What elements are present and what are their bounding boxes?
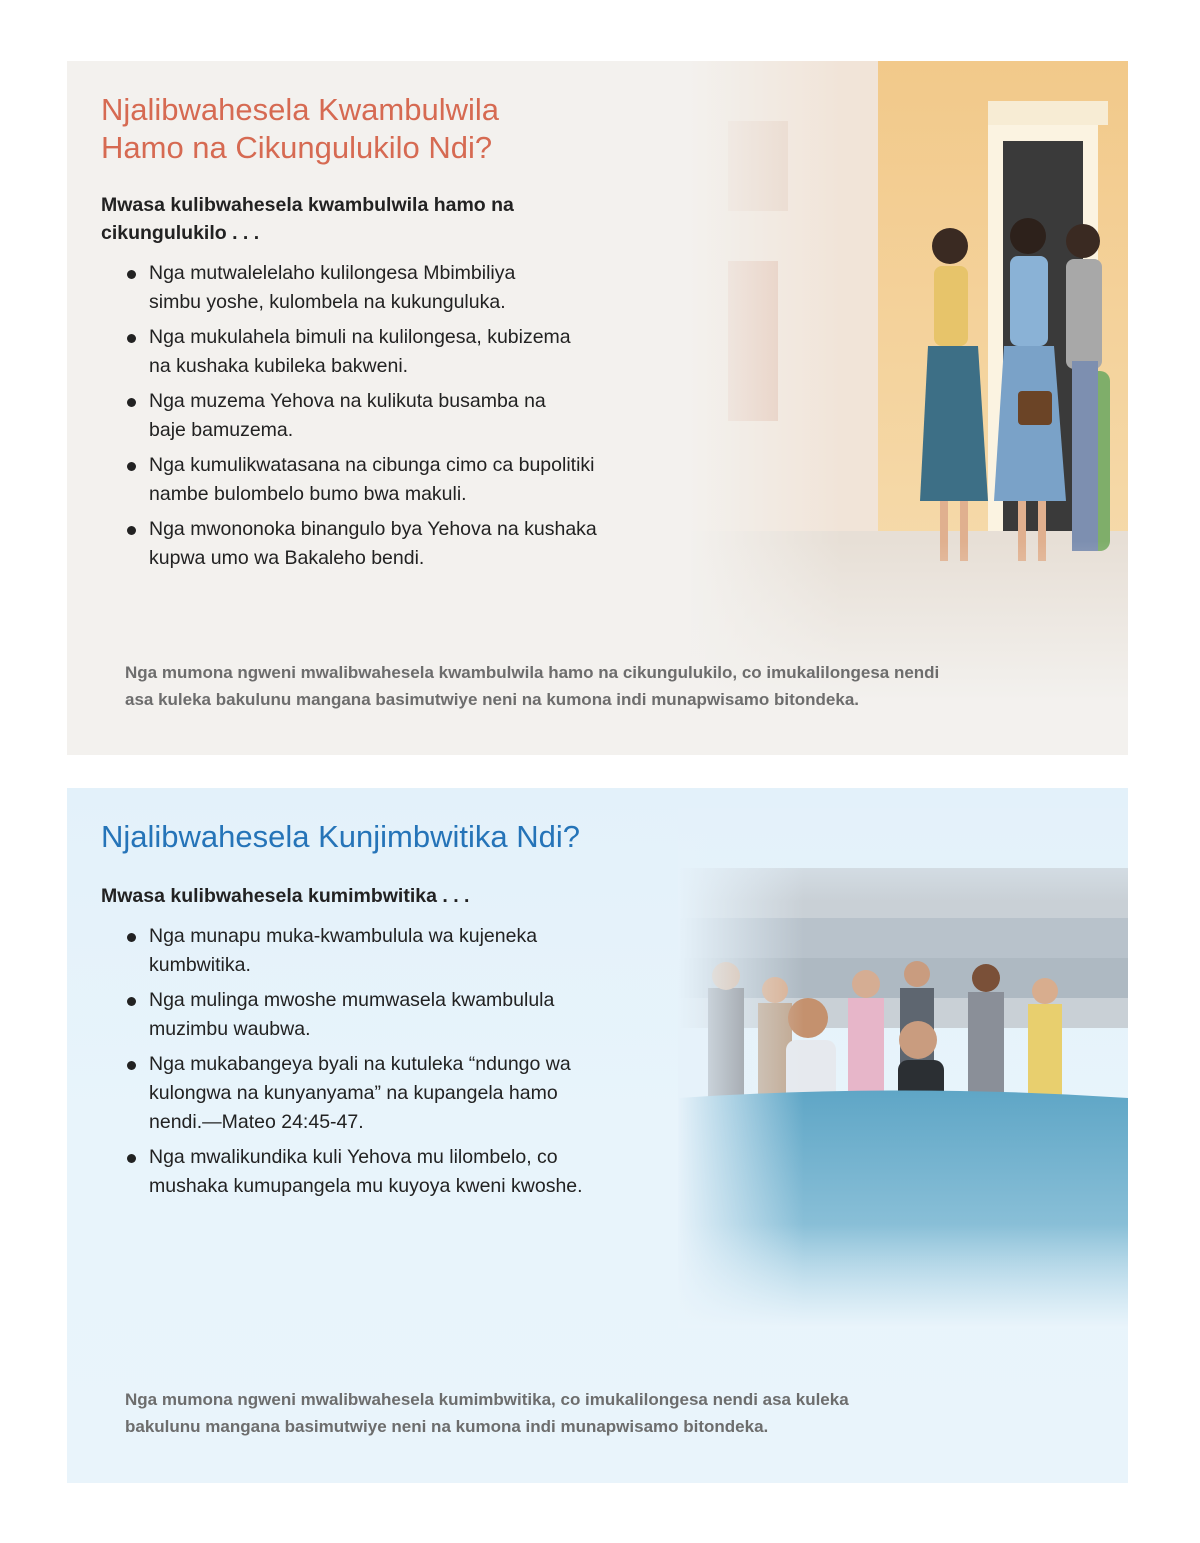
bullet-icon <box>127 997 136 1006</box>
list-item <box>125 1050 685 1137</box>
list-item <box>125 515 725 573</box>
list-item <box>125 922 685 980</box>
list-item-text: Nga mukabangeya byali na kutuleka “ndungo wa kulongwa na kunyanyama” na kupangela hamo nendi.—Mateo 24:45-47. <box>149 1053 571 1133</box>
readiness-list <box>125 922 685 1207</box>
list-item <box>125 259 725 317</box>
list-item <box>125 986 685 1044</box>
list-item <box>125 387 725 445</box>
bullet-icon <box>127 1061 136 1070</box>
list-item-text: Nga mwononoka binangulo bya Yehova na kushaka kupwa umo wa Bakaleho bendi. <box>149 518 597 569</box>
baptism-readiness-card <box>67 788 1128 1483</box>
list-item <box>125 1143 685 1201</box>
bullet-icon <box>127 1154 136 1163</box>
card-footnote: Nga mumona ngweni mwalibwahesela kwambulwila hamo na cikungulukilo, co imukalilongesa nendi asa kuleka bakulunu mangana basimutwiye neni na kumona indi munapwisamo bitondeka. <box>125 663 940 709</box>
bullet-icon <box>127 334 136 343</box>
bullet-icon <box>127 526 136 535</box>
list-item-text: Nga mutwalelelaho kulilongesa Mbimbiliya simbu yoshe, kulombela na kukunguluka. <box>149 262 516 313</box>
list-item-text: Nga mulinga mwoshe mumwasela kwambulula muzimbu waubwa. <box>149 989 555 1040</box>
card-lead-text: Mwasa kulibwahesela kwambulwila hamo na cikungulukilo . . . <box>101 194 514 244</box>
bullet-icon <box>127 270 136 279</box>
card-title: Njalibwahesela Kunjimbwitika Ndi? <box>101 819 581 854</box>
list-item-text: Nga kumulikwatasana na cibunga cimo ca bupolitiki nambe bulombelo bumo bwa makuli. <box>149 454 595 505</box>
bullet-icon <box>127 462 136 471</box>
list-item-text: Nga mwalikundika kuli Yehova mu lilombelo, co mushaka kumupangela mu kuyoya kweni kwoshe. <box>149 1146 583 1197</box>
baptism-illustration <box>678 808 1128 1328</box>
preaching-readiness-card <box>67 61 1128 755</box>
bullet-icon <box>127 933 136 942</box>
list-item <box>125 323 725 381</box>
card-title: Njalibwahesela Kwambulwila Hamo na Cikungulukilo Ndi? <box>101 92 500 165</box>
card-lead-text: Mwasa kulibwahesela kumimbwitika . . . <box>101 885 470 907</box>
bullet-icon <box>127 398 136 407</box>
list-item-text: Nga mukulahela bimuli na kulilongesa, kubizema na kushaka kubileka bakweni. <box>149 326 571 377</box>
list-item <box>125 451 725 509</box>
list-item-text: Nga muzema Yehova na kulikuta busamba na baje bamuzema. <box>149 390 546 441</box>
readiness-list <box>125 259 725 579</box>
list-item-text: Nga munapu muka-kwambulula wa kujeneka kumbwitika. <box>149 925 538 976</box>
door-to-door-illustration <box>688 61 1128 701</box>
card-footnote: Nga mumona ngweni mwalibwahesela kumimbwitika, co imukalilongesa nendi asa kuleka bakulunu mangana basimutwiye neni na kumona indi munapwisamo bitondeka. <box>125 1390 849 1436</box>
